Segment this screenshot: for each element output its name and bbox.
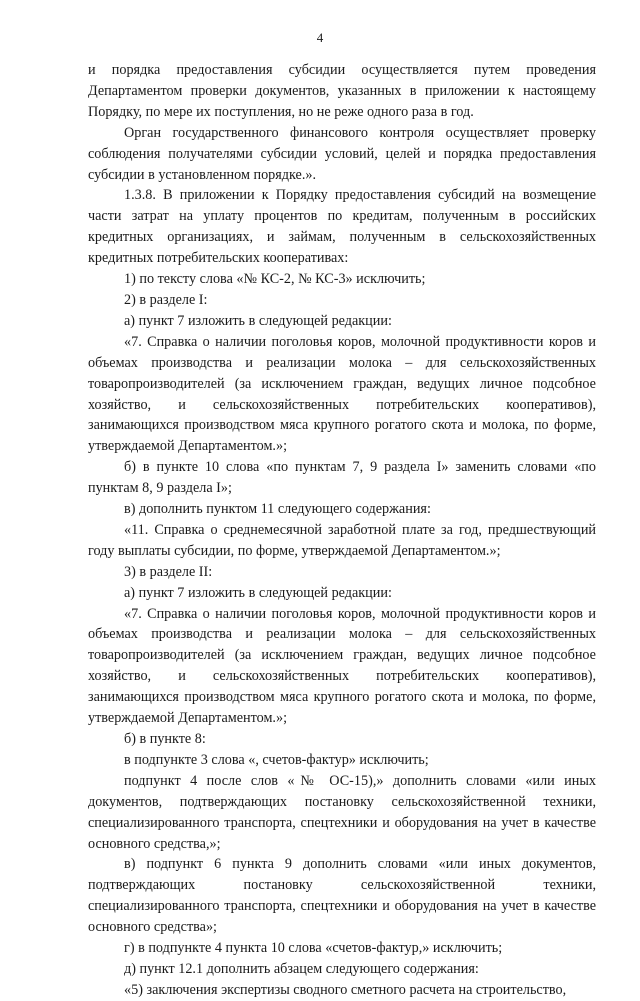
paragraph: б) в пункте 10 слова «по пунктам 7, 9 раздела I» заменить словами «по пунктам 8, 9 раздела I»; bbox=[88, 459, 596, 497]
paragraph: 2) в разделе I: bbox=[124, 291, 208, 308]
paragraph: «5) заключения экспертизы сводного сметного расчета на строительство, bbox=[124, 981, 567, 998]
paragraph: подпункт 4 после слов «№ ОС-15),» дополнить словами «или иных документов, подтверждающих постановку сельскохозяйственной техники, специализированного транспорта, спецтехники и оборудования на учет в качестве основного средства,»; bbox=[88, 772, 596, 852]
paragraph: в) дополнить пунктом 11 следующего содержания: bbox=[124, 501, 431, 518]
paragraph: 3) в разделе II: bbox=[124, 563, 213, 580]
document-body bbox=[88, 60, 596, 1001]
paragraph: 1.3.8. В приложении к Порядку предоставления субсидий на возмещение части затрат на уплату процентов по кредитам, полученным в российских кредитных организациях, и займам, полученным в сельскохозяйственных кредитных потребительских кооперативах: bbox=[88, 187, 596, 267]
paragraph: в подпункте 3 слова «, счетов-фактур» исключить; bbox=[124, 751, 429, 768]
paragraph: «7. Справка о наличии поголовья коров, молочной продуктивности коров и объемах производства и реализации молока – для сельскохозяйственных товаропроизводителей (за исключением граждан, ведущих личное подсобное хозяйство, и сельскохозяйственных потребительских кооперативов), занимающихся производством мяса крупного рогатого скота и молока, по форме, утверждаемой Департаментом.»; bbox=[88, 333, 596, 455]
paragraph: 1) по тексту слова «№ КС-2, № КС-3» исключить; bbox=[124, 271, 426, 288]
paragraph: б) в пункте 8: bbox=[124, 731, 206, 747]
paragraph: а) пункт 7 изложить в следующей редакции: bbox=[124, 312, 392, 329]
paragraph: «11. Справка о среднемесячной заработной плате за год, предшествующий году выплаты субсидии, по форме, утверждаемой Департаментом.»; bbox=[88, 521, 596, 559]
paragraph: Орган государственного финансового контроля осуществляет проверку соблюдения получателями субсидии условий, целей и порядка предоставления субсидии в установленном порядке.». bbox=[88, 124, 596, 183]
paragraph: и порядка предоставления субсидии осуществляется путем проведения Департаментом проверки документов, указанных в приложении к настоящему Порядку, по мере их поступления, но не реже одного раза в год. bbox=[88, 62, 596, 120]
page-number: 4 bbox=[316, 30, 324, 45]
paragraph: д) пункт 12.1 дополнить абзацем следующего содержания: bbox=[124, 960, 479, 977]
paragraph: в) подпункт 6 пункта 9 дополнить словами «или иных документов, подтверждающих постановку сельскохозяйственной техники, специализированного транспорта, спецтехники и оборудования на учет в качестве основного средства»; bbox=[88, 856, 596, 936]
paragraph: г) в подпункте 4 пункта 10 слова «счетов-фактур,» исключить; bbox=[124, 940, 503, 957]
paragraph: «7. Справка о наличии поголовья коров, молочной продуктивности коров и объемах производства и реализации молока – для сельскохозяйственных товаропроизводителей (за исключением граждан, ведущих личное подсобное хозяйство, и сельскохозяйственных потребительских кооперативов), занимающихся производством мяса крупного рогатого скота и молока, по форме, утверждаемой Департаментом.»; bbox=[88, 605, 596, 727]
paragraph: а) пункт 7 изложить в следующей редакции: bbox=[124, 584, 392, 601]
